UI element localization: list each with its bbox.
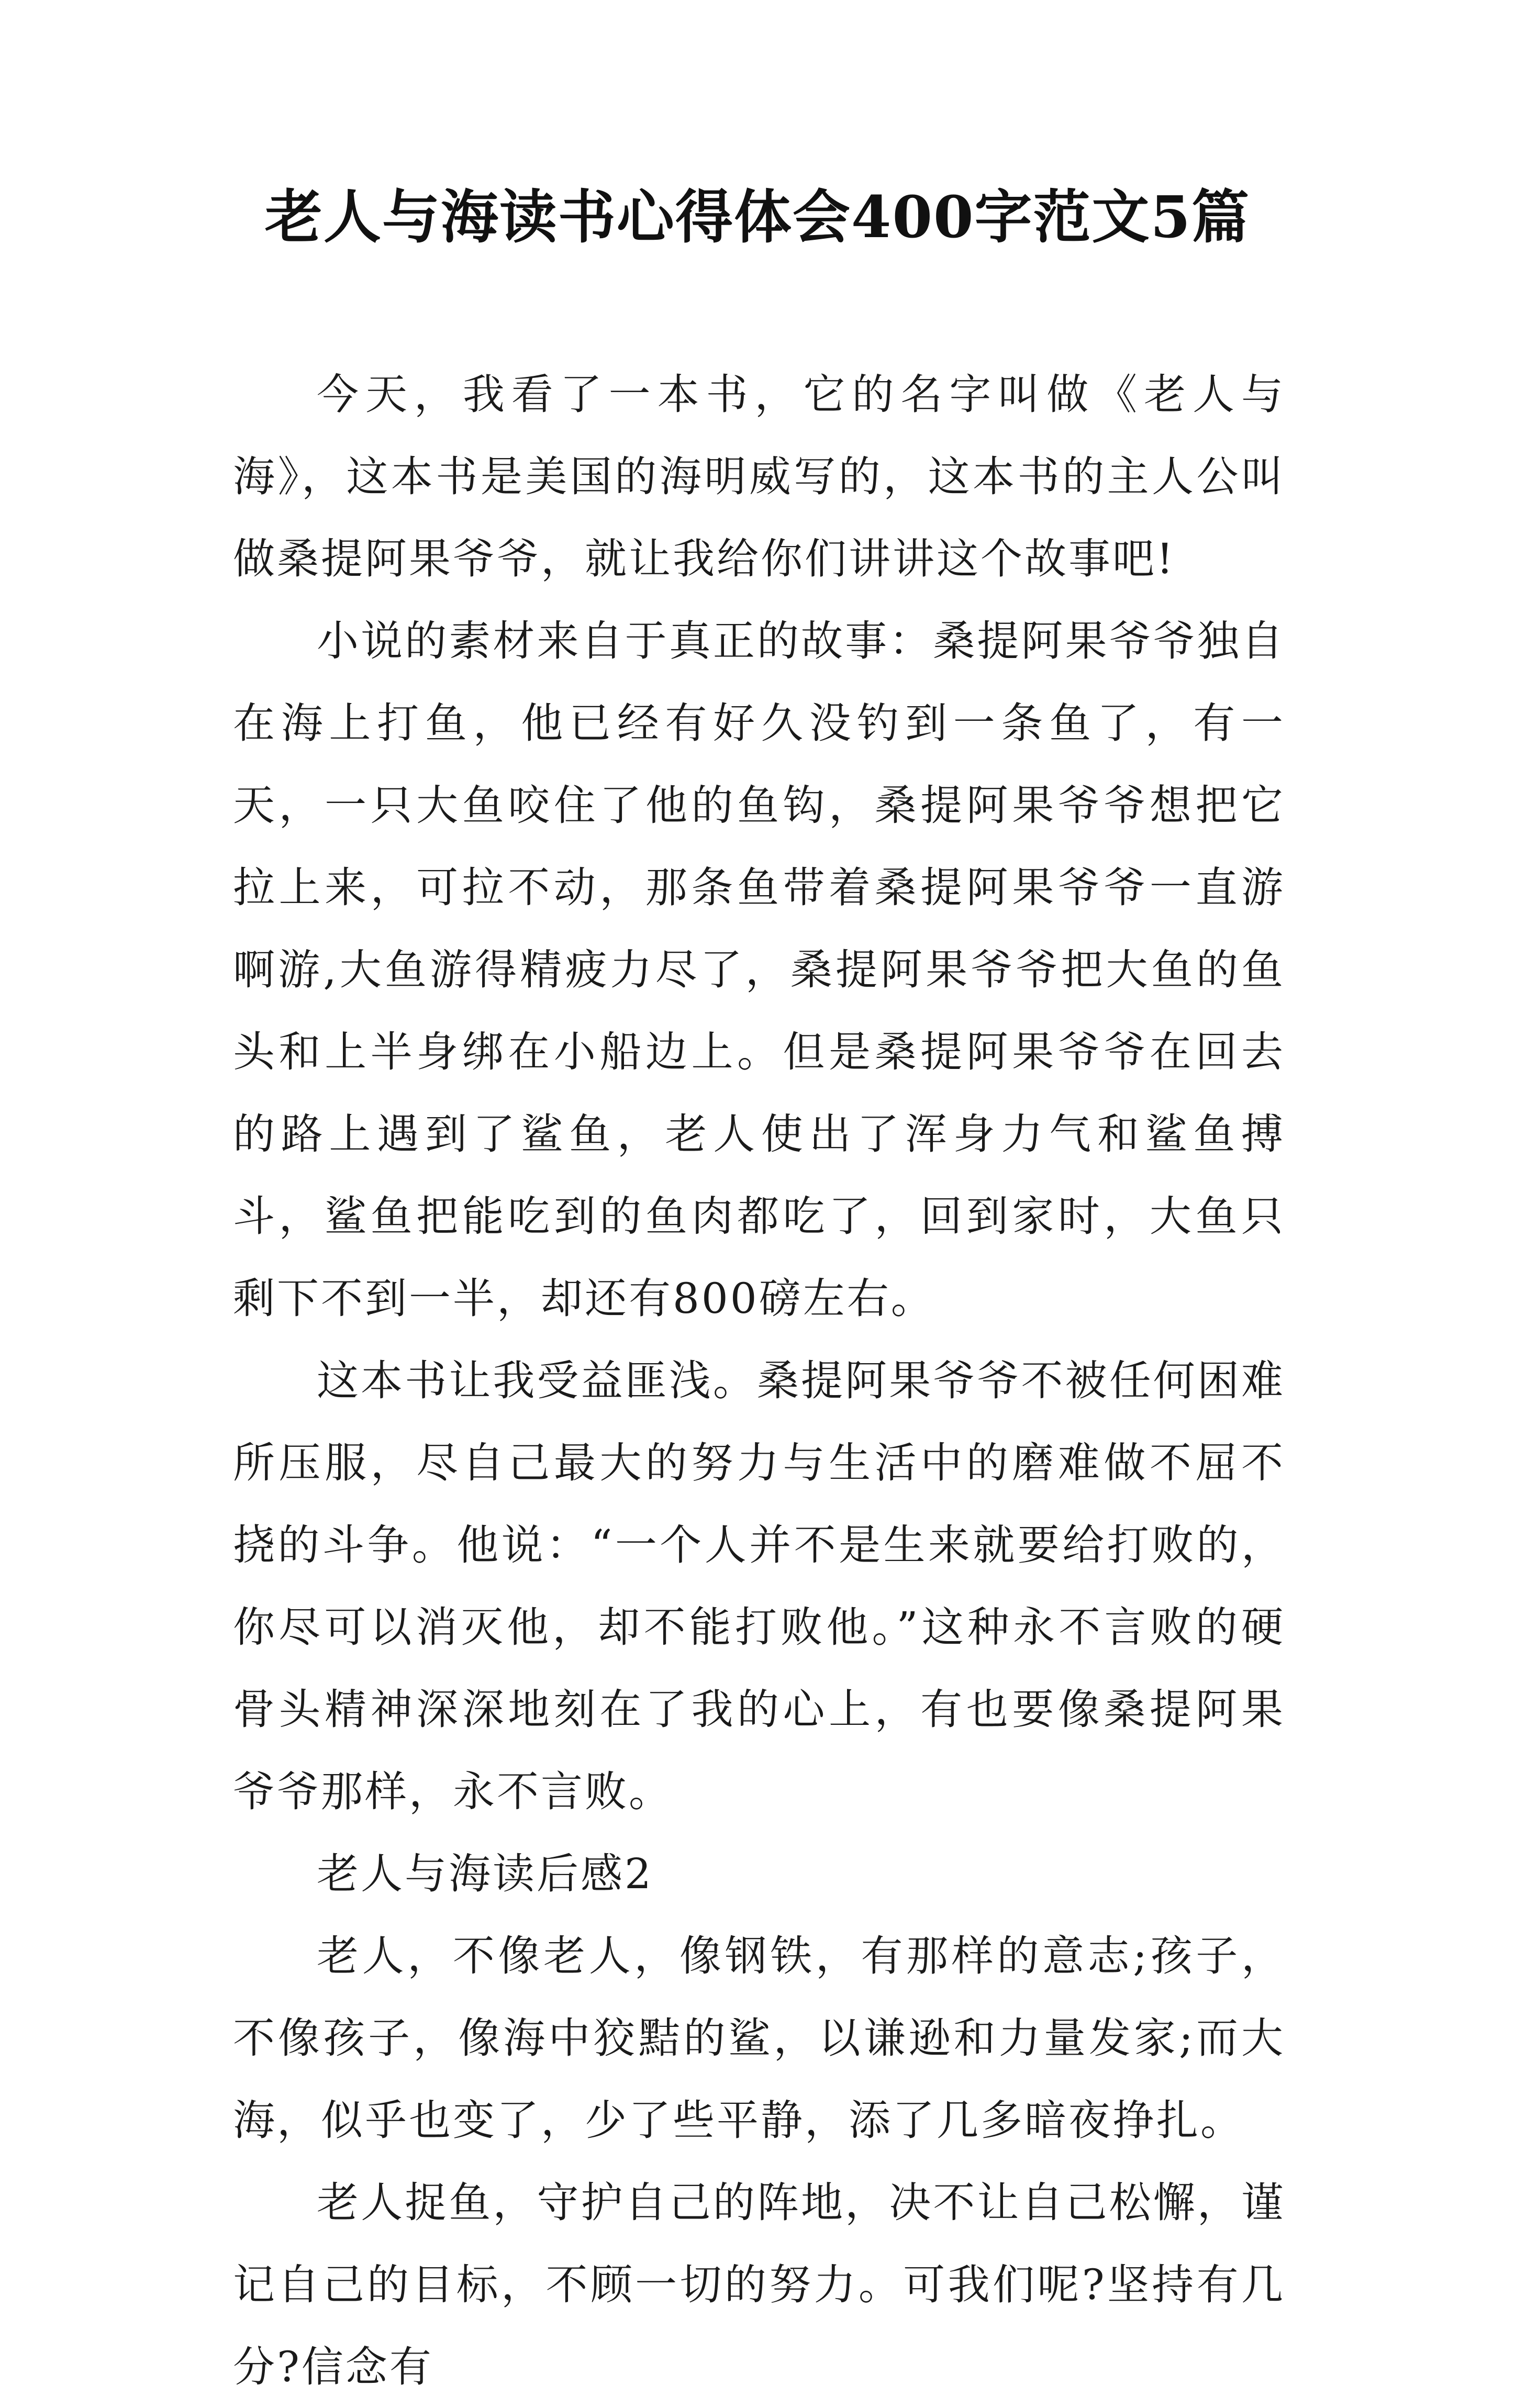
paragraph-reflection: 这本书让我受益匪浅。桑提阿果爷爷不被任何困难所压服，尽自己最大的努力与生活中的磨难做不屈不挠的斗争。他说：“一个人并不是生来就要给打败的，你尽可以消灭他，却不能打败他。”这种永不言败的硬骨头精神深深地刻在了我的心上，有也要像桑提阿果爷爷那样，永不言败。 — [233, 1356, 1285, 1816]
paragraph-intro: 今天，我看了一本书，它的名字叫做《老人与海》，这本书是美国的海明威写的，这本书的主人公叫做桑提阿果爷爷，就让我给你们讲讲这个故事吧! — [233, 370, 1285, 583]
paragraph-old-man: 老人，不像老人，像钢铁，有那样的意志;孩子，不像孩子，像海中狡黠的鲨，以谦逊和力量发家;而大海，似乎也变了，少了些平静，添了几多暗夜挣扎。 — [233, 1932, 1285, 2145]
document-title: 老人与海读书心得体会400字范文5篇 — [264, 183, 1251, 251]
section-heading-2: 老人与海读后感2 — [317, 1849, 653, 1898]
paragraph-story: 小说的素材来自于真正的故事：桑提阿果爷爷独自在海上打鱼，他已经有好久没钓到一条鱼了，有一天，一只大鱼咬住了他的鱼钩，桑提阿果爷爷想把它拉上来，可拉不动，那条鱼带着桑提阿果爷爷一直游啊游,大鱼游得精疲力尽了，桑提阿果爷爷把大鱼的鱼头和上半身绑在小船边上。但是桑提阿果爷爷在回去的路上遇到了鲨鱼，老人使出了浑身力气和鲨鱼搏斗，鲨鱼把能吃到的鱼肉都吃了，回到家时，大鱼只剩下不到一半，却还有800磅左右。 — [233, 617, 1285, 1323]
document-body — [233, 353, 1285, 2408]
paragraph-perseverance: 老人捉鱼，守护自己的阵地，决不让自己松懈，谨记自己的目标，不顾一切的努力。可我们呢?坚持有几分?信念有 — [233, 2178, 1285, 2391]
